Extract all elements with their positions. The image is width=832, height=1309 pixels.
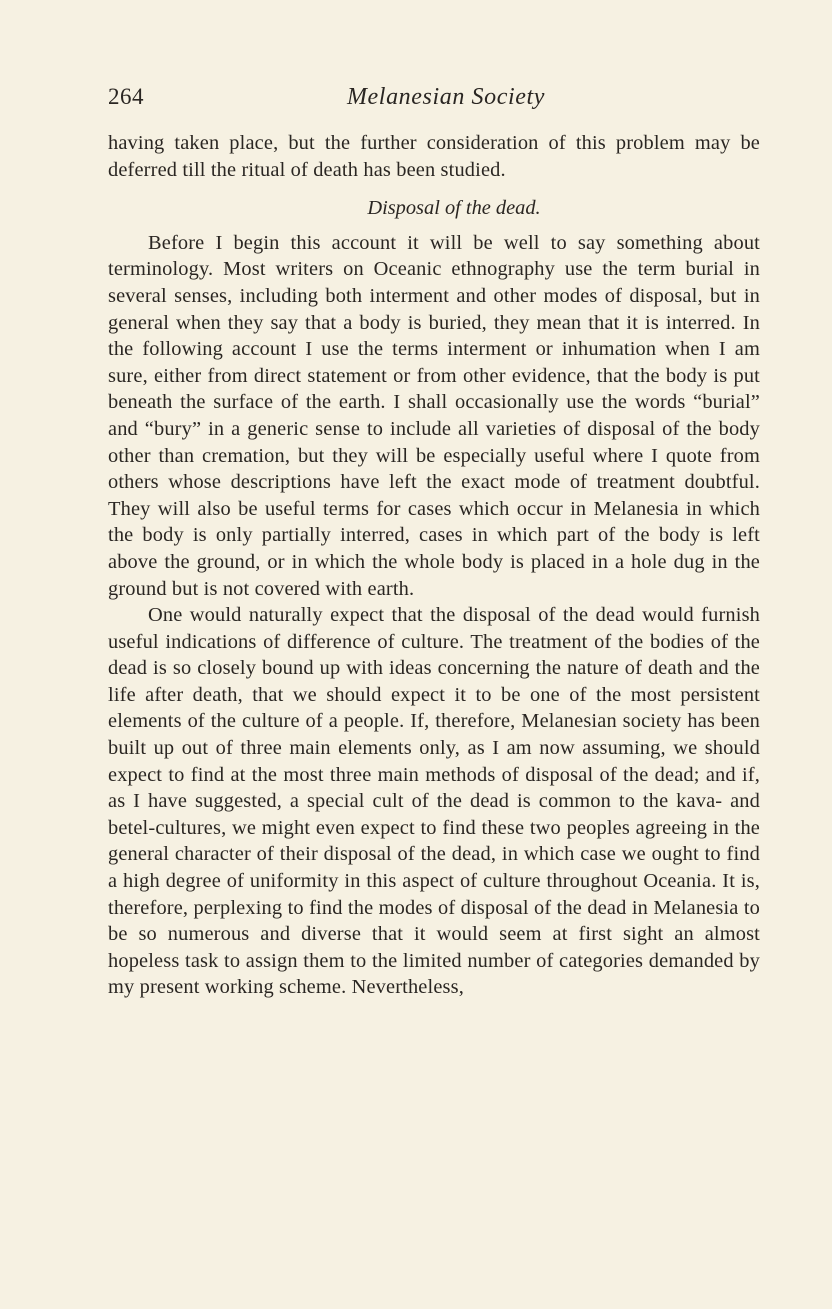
running-title: Melanesian Society <box>346 84 546 110</box>
paragraph-terminology: Before I begin this account it will be well to say something about terminology. Most writers on Oceanic ethnography use the term burial in several senses, including both interment and other modes of disposal, but in general when they say that a body is buried, they mean that it is interred. In the following account I use the terms interment or inhumation when I am sure, either from direct statement or from other evidence, that the body is put beneath the surface of the earth. I shall occasionally use the words “burial” and “bury” in a generic sense to include all varieties of disposal of the body other than cremation, but they will be especially useful where I quote from others whose descriptions have left the exact mode of treatment doubtful. They will also be useful terms for cases which occur in Melanesia in which the body is only partially interred, cases in which part of the body is left above the ground, or in which the whole body is placed in a hole dug in the ground but is not covered with earth. <box>108 231 760 600</box>
body-text <box>108 130 760 1001</box>
opening-paragraph: having taken place, but the further consideration of this problem may be deferred till the ritual of death has been studied. <box>108 132 760 181</box>
section-heading: Disposal of the dead. <box>367 197 541 220</box>
page-number: 264 <box>108 84 144 109</box>
paragraph-disposal-culture: One would naturally expect that the disposal of the dead would furnish useful indications of difference of culture. The treatment of the bodies of the dead is so closely bound up with ideas concerning the nature of death and the life after death, that we should expect it to be one of the most persistent elements of the culture of a people. If, therefore, Melanesian society has been built up out of three main elements only, as I am now assuming, we should expect to find at the most three main methods of disposal of the dead; and if, as I have suggested, a special cult of the dead is common to the kava- and betel-cultures, we might even expect to find these two peoples agreeing in the general character of their disposal of the dead, in which case we ought to find a high degree of uniformity in this aspect of culture throughout Oceania. It is, therefore, perplexing to find the modes of disposal of the dead in Melanesia to be so numerous and diverse that it would seem at first sight an almost hopeless task to assign them to the limited number of categories demanded by my present working scheme. Nevertheless, <box>108 604 760 999</box>
page-header <box>108 84 760 120</box>
